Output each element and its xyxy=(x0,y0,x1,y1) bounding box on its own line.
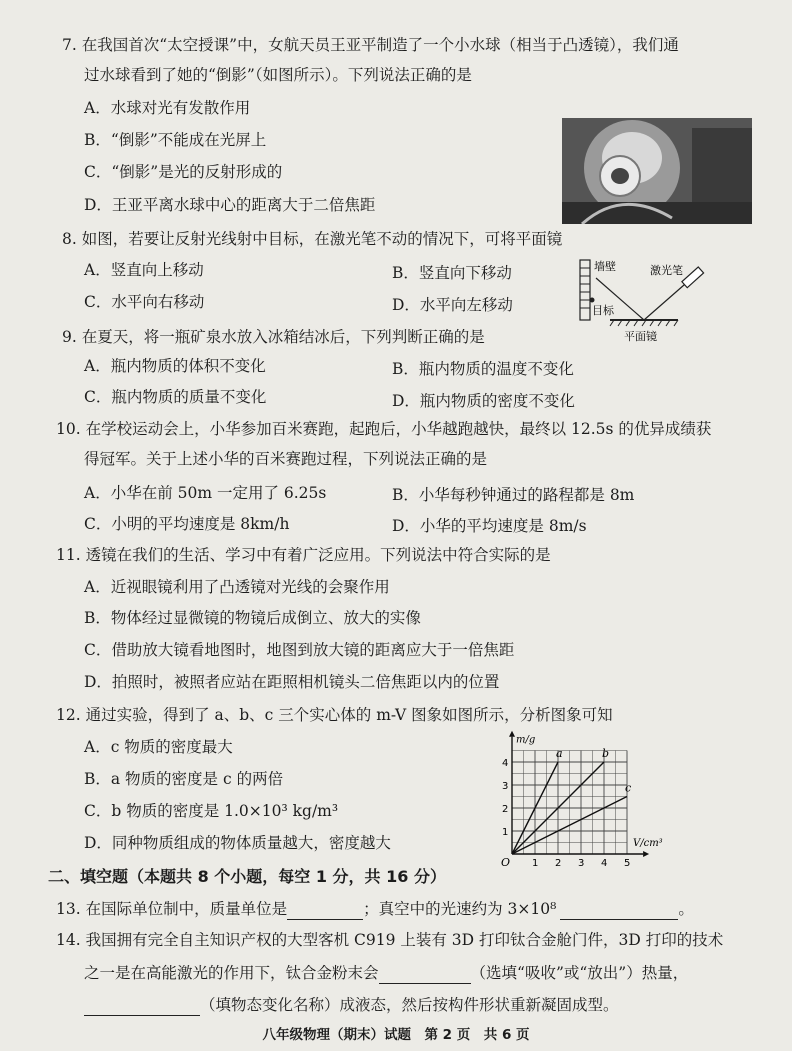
q13-part1: 13. 在国际单位制中，质量单位是 xyxy=(56,900,288,918)
laser-pen-label: 激光笔 xyxy=(650,264,683,277)
q11-stem: 11. 透镜在我们的生活、学习中有着广泛应用。下列说法中符合实际的是 xyxy=(56,546,551,564)
q10-stem-line1: 10. 在学校运动会上，小华参加百米赛跑，起跑后，小华越跑越快，最终以 12.5s 的优异成绩获 xyxy=(56,420,712,438)
q12-option-c: C．b 物质的密度是 1.0×10³ kg/m³ xyxy=(84,802,339,820)
q12-option-d: D．同种物质组成的物体质量越大，密度越大 xyxy=(84,834,391,852)
q7-option-b: B．“倒影”不能成在光屏上 xyxy=(84,131,267,149)
q8-stem: 8. 如图，若要让反射光线射中目标，在激光笔不动的情况下，可将平面镜 xyxy=(62,230,563,248)
y-axis-label: m/g xyxy=(516,734,536,746)
q14-line2 xyxy=(84,962,688,984)
chart-grid xyxy=(512,751,627,855)
y-axis-arrow xyxy=(509,731,515,737)
q9-stem: 9. 在夏天，将一瓶矿泉水放入冰箱结冰后，下列判断正确的是 xyxy=(62,328,485,346)
x-tick-label: 1 xyxy=(532,858,539,868)
q8-option-a: A．竖直向上移动 xyxy=(84,261,204,279)
q14-line2b: （选填“吸收”或“放出”）热量， xyxy=(470,964,689,982)
q12-option-b: B．a 物质的密度是 c 的两倍 xyxy=(84,770,284,788)
q7-option-a: A．水球对光有发散作用 xyxy=(84,99,251,117)
q14-line1: 14. 我国拥有完全自主知识产权的大型客机 C919 上装有 3D 打印钛合金舱门件，3D 打印的技术 xyxy=(56,931,724,949)
q14-line3 xyxy=(84,994,619,1016)
q7-option-d: D．王亚平离水球中心的距离大于二倍焦距 xyxy=(84,196,376,214)
y-tick-label: 2 xyxy=(502,804,509,815)
q10-option-c: C．小明的平均速度是 8km/h xyxy=(84,515,290,533)
q14-blank-2[interactable] xyxy=(84,997,200,1016)
q11-option-b: B．物体经过显微镜的物镜后成倒立、放大的实像 xyxy=(84,609,421,627)
q11-option-a: A．近视眼镜利用了凸透镜对光线的会聚作用 xyxy=(84,578,390,596)
q14-line2a: 之一是在高能激光的作用下，钛合金粉末会 xyxy=(84,964,379,982)
q14-line3b: （填物态变化名称）成液态，然后按构件形状重新凝固成型。 xyxy=(200,996,619,1014)
x-axis-arrow xyxy=(643,851,649,857)
q9-option-c: C．瓶内物质的质量不变化 xyxy=(84,388,267,406)
x-tick-label: 2 xyxy=(555,858,562,868)
q8-option-d: D．水平向左移动 xyxy=(392,296,513,314)
q9-option-b: B．瓶内物质的温度不变化 xyxy=(392,360,574,378)
x-tick-label: 3 xyxy=(578,858,585,868)
q9-option-a: A．瓶内物质的体积不变化 xyxy=(84,357,266,375)
series-label-c: c xyxy=(625,781,632,795)
q8-option-b: B．竖直向下移动 xyxy=(392,264,512,282)
q11-option-d: D．拍照时，被照者应站在距照相机镜头二倍焦距以内的位置 xyxy=(84,673,500,691)
q7-stem-line2: 过水球看到了她的“倒影”（如图所示）。下列说法正确的是 xyxy=(84,66,472,84)
series-label-b: b xyxy=(602,747,610,760)
q7-stem-line1: 7. 在我国首次“太空授课”中，女航天员王亚平制造了一个小水球（相当于凸透镜），我们通 xyxy=(62,36,679,54)
target-label: 目标 xyxy=(592,304,614,317)
mirror-diagram xyxy=(570,256,730,342)
origin-label: O xyxy=(501,856,511,868)
q10-stem-line2: 得冠军。关于上述小华的百米赛跑过程，下列说法正确的是 xyxy=(84,450,488,468)
q10-option-a: A．小华在前 50m 一定用了 6.25s xyxy=(84,484,327,502)
q9-option-d: D．瓶内物质的密度不变化 xyxy=(392,392,575,410)
q13-part2: ；真空中的光速约为 3×10⁸ xyxy=(363,900,557,918)
series-label-a: a xyxy=(556,747,563,760)
q8-option-c: C．水平向右移动 xyxy=(84,293,205,311)
q12-option-a: A．c 物质的密度最大 xyxy=(84,738,233,756)
q7-option-c: C．“倒影”是光的反射形成的 xyxy=(84,163,283,181)
m-v-chart xyxy=(490,728,700,868)
q10-option-b: B．小华每秒钟通过的路程都是 8m xyxy=(392,486,635,504)
q11-option-c: C．借助放大镜看地图时，地图到放大镜的距离应大于一倍焦距 xyxy=(84,641,515,659)
x-tick-label: 5 xyxy=(624,858,631,868)
x-tick-label: 4 xyxy=(601,858,608,868)
q14-blank-1[interactable] xyxy=(379,965,471,984)
q13-part3: 。 xyxy=(678,900,694,918)
q10-option-d: D．小华的平均速度是 8m/s xyxy=(392,517,587,535)
wall-label: 墙壁 xyxy=(594,260,616,273)
q13-blank-2[interactable] xyxy=(560,901,678,920)
mirror-label: 平面镜 xyxy=(624,330,657,342)
y-tick-label: 3 xyxy=(502,781,509,792)
x-axis-label: V/cm³ xyxy=(633,838,663,849)
astronaut-water-ball-photo xyxy=(562,118,752,224)
q13-line xyxy=(56,898,694,920)
q13-blank-1[interactable] xyxy=(287,901,363,920)
y-tick-label: 1 xyxy=(502,827,509,838)
y-tick-label: 4 xyxy=(502,758,509,769)
q12-stem: 12. 通过实验，得到了 a、b、c 三个实心体的 m-V 图象如图所示，分析图象可知 xyxy=(56,706,613,724)
page-footer: 八年级物理（期末）试题 第 2 页 共 6 页 xyxy=(262,1027,530,1043)
section-2-title: 二、填空题（本题共 8 个小题，每空 1 分，共 16 分） xyxy=(48,867,446,886)
